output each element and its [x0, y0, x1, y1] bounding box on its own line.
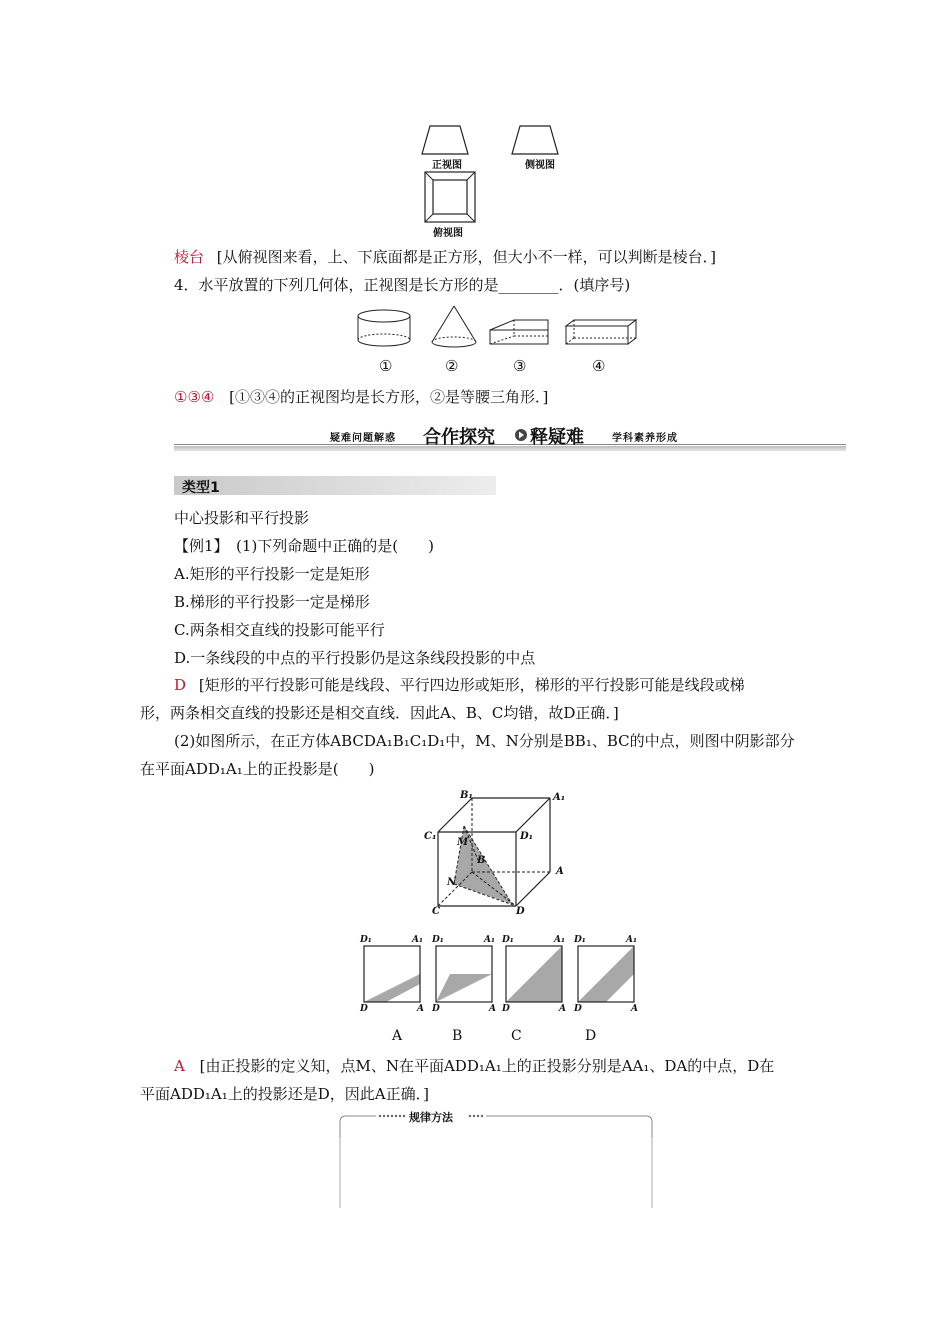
example1-part2-line1: (2)如图所示，在正方体ABCDA₁B₁C₁D₁中，M、N分别是BB₁、BC的中点，则图中阴影部分: [174, 732, 795, 750]
option-a-figure: [364, 946, 420, 1002]
example1-option-b: B.梯形的平行投影一定是梯形: [174, 593, 370, 611]
option-c-figure: [506, 946, 562, 1002]
opt-d-a: A: [631, 1004, 638, 1014]
triangular-prism-shape: [490, 320, 548, 344]
cube-label-n: N: [447, 877, 457, 888]
rectangular-box-shape: [566, 320, 636, 344]
cube-figure: [420, 788, 580, 918]
cube-label-c1: C₁: [424, 831, 437, 842]
cube-label-m: M: [457, 837, 469, 848]
cube-label-d: D: [516, 906, 525, 917]
opt-b-d1: D₁: [432, 935, 444, 945]
three-view-figure: [410, 120, 570, 238]
cube-label-a: A: [556, 866, 564, 877]
type-header-bar: [174, 476, 496, 495]
solid-label-1: ①: [379, 357, 393, 375]
answer4-answer: ①③④: [174, 388, 215, 406]
banner-shadow-bar: [174, 446, 846, 451]
opt-c-d1: D₁: [502, 935, 514, 945]
example1-option-c: C.两条相交直线的投影可能平行: [174, 621, 385, 639]
type-header-label: 类型1: [182, 480, 220, 496]
cube-label-a1: A₁: [553, 792, 566, 803]
cube-label-d1: D₁: [520, 831, 534, 842]
opt-c-d: D: [502, 1004, 510, 1014]
opt-c-a1: A₁: [554, 935, 565, 945]
answer-part2-answer: A: [174, 1057, 185, 1075]
cube-label-c: C: [432, 906, 440, 917]
opt-b-a1: A₁: [484, 935, 495, 945]
front-view-trapezoid: [422, 126, 468, 154]
opt-a-d1: D₁: [360, 935, 372, 945]
answer3-explanation: [从俯视图来看，上、下底面都是正方形，但大小不一样，可以判断是棱台．]: [216, 248, 717, 266]
opt-b-a: A: [489, 1004, 496, 1014]
opt-b-d: D: [432, 1004, 440, 1014]
answer3-answer: 棱台: [174, 248, 205, 266]
example1-option-a: A.矩形的平行投影一定是矩形: [174, 565, 370, 583]
method-box-title: 规律方法: [409, 1111, 453, 1124]
opt-d-d: D: [574, 1004, 582, 1014]
option-letter-d: D: [585, 1028, 597, 1044]
opt-d-a1: A₁: [626, 935, 637, 945]
banner-arrow-icon: [514, 428, 528, 442]
solid-label-3: ③: [513, 357, 527, 375]
example1-stem: 【例1】 (1)下列命题中正确的是( ): [174, 537, 434, 555]
cube-label-b: B: [477, 855, 486, 866]
opt-d-d1: D₁: [574, 935, 586, 945]
answer-part2-explanation-2: 平面ADD₁A₁上的投影还是D，因此A正确．]: [140, 1085, 429, 1103]
cube-label-b1: B₁: [460, 790, 473, 801]
answer3-line: [174, 246, 716, 267]
banner-title-part1: 合作探究: [423, 427, 495, 448]
answer4-line: [174, 386, 548, 407]
question4-text: 4．水平放置的下列几何体，正视图是长方形的是________．(填序号): [174, 276, 631, 294]
option-letter-a: A: [392, 1028, 403, 1044]
cylinder-shape: [358, 310, 410, 346]
opt-a-d: D: [360, 1004, 368, 1014]
answer-part2-explanation-1: [由正投影的定义知，点M、N在平面ADD₁A₁上的正投影分别是AA₁、DA的中点，D在: [199, 1057, 775, 1075]
opt-a-a: A: [417, 1004, 424, 1014]
option-letter-c: C: [511, 1028, 522, 1044]
example1-explanation-2: 形，两条相交直线的投影还是相交直线．因此A、B、C均错，故D正确．]: [140, 704, 619, 722]
cone-shape: [432, 306, 476, 347]
banner-left-text: 疑难问题解惑: [330, 433, 396, 444]
opt-c-a: A: [559, 1004, 566, 1014]
method-box-frame: [336, 1108, 656, 1208]
example1-answer: D: [174, 676, 187, 694]
option-b-figure: [436, 946, 492, 1002]
example1-explanation-1: [矩形的平行投影可能是线段、平行四边形或矩形，梯形的平行投影可能是线段或梯: [198, 676, 745, 694]
option-letter-b: B: [452, 1028, 463, 1044]
option-d-figure: [578, 946, 634, 1002]
opt-a-a1: A₁: [412, 935, 423, 945]
answer-part2-line1: [174, 1055, 774, 1076]
front-view-label: 正视图: [432, 160, 462, 171]
side-view-trapezoid: [512, 126, 558, 154]
answer4-explanation: [①③④的正视图均是长方形，②是等腰三角形．]: [229, 388, 549, 406]
solid-label-4: ④: [592, 357, 606, 375]
banner-title-part2: 释疑难: [530, 427, 584, 448]
example1-part2-line2: 在平面ADD₁A₁上的正投影是( ): [140, 760, 375, 778]
type-title: 中心投影和平行投影: [174, 509, 310, 527]
example1-option-d: D.一条线段的中点的平行投影仍是这条线段投影的中点: [174, 649, 536, 667]
solids-figure: [352, 304, 642, 352]
top-view-square: [425, 172, 475, 222]
top-view-label: 俯视图: [433, 228, 463, 239]
side-view-label: 侧视图: [525, 160, 555, 171]
banner-right-text: 学科素养形成: [612, 433, 678, 444]
example1-answer-line: [174, 674, 745, 695]
solid-label-2: ②: [445, 357, 459, 375]
banner-divider: [174, 444, 846, 445]
option-figures: [358, 934, 642, 1016]
